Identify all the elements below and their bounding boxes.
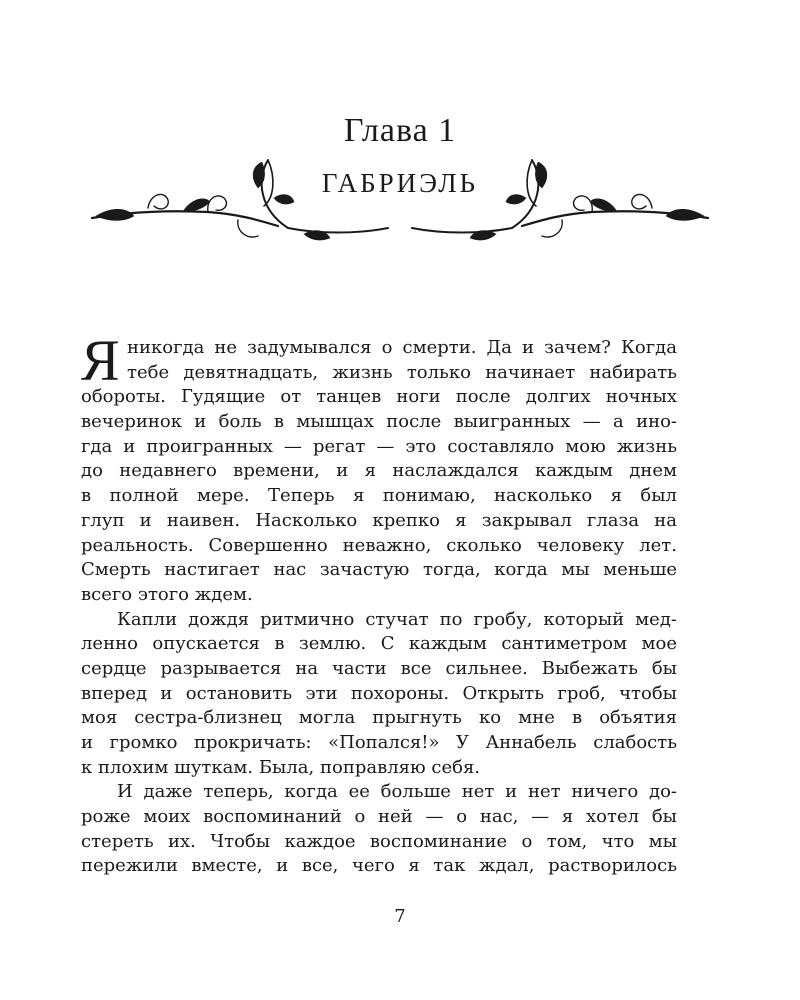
text-line: к плохим шуткам. Была, поправляю себя. bbox=[81, 756, 481, 778]
text-line: Смерть настигает нас зачастую тогда, когда мы меньше bbox=[81, 559, 677, 581]
text-line: сердце разрывается на части все сильнее. Выбежать бы bbox=[81, 657, 677, 679]
text-line: в полной мере. Теперь я понимаю, насколько я был bbox=[81, 485, 677, 507]
text-line: моя сестра-близнец могла прыгнуть ко мне в объятия bbox=[81, 707, 677, 729]
page-number: 7 bbox=[394, 906, 406, 927]
text-line: всего этого ждем. bbox=[81, 583, 253, 605]
text-line: до недавнего времени, и я наслаждался каждым днем bbox=[81, 460, 677, 482]
text-line: глуп и наивен. Насколько крепко я закрывал глаза на bbox=[81, 509, 677, 531]
text-line: тебе девятнадцать, жизнь только начинает набирать bbox=[127, 361, 677, 383]
text-line: стереть их. Чтобы каждое воспоминание о том, что мы bbox=[81, 830, 677, 852]
text-line: обороты. Гудящие от танцев ноги после долгих ночных bbox=[81, 386, 677, 408]
text-line: гда и проигранных — регат — это составляло мою жизнь bbox=[81, 435, 677, 457]
chapter-subtitle: ГАБРИЭЛЬ bbox=[321, 168, 479, 198]
text-line: вперед и остановить эти похороны. Открыть гроб, чтобы bbox=[81, 682, 677, 704]
drop-cap: Я bbox=[81, 328, 120, 393]
text-line: И даже теперь, когда ее больше нет и нет ничего до- bbox=[117, 781, 677, 803]
text-line: реальность. Совершенно неважно, сколько человеку лет. bbox=[81, 534, 677, 556]
text-line: вечеринок и боль в мышцах после выигранных — а ино- bbox=[81, 411, 677, 433]
text-line: Капли дождя ритмично стучат по гробу, который мед- bbox=[117, 608, 677, 630]
text-line: роже моих воспоминаний о ней — о нас, — я хотел бы bbox=[81, 806, 677, 828]
floral-vine-ornament-icon bbox=[88, 150, 712, 250]
chapter-title: Глава 1 bbox=[343, 112, 457, 149]
text-line: пережили вместе, и все, чего я так ждал, растворилось bbox=[81, 855, 677, 877]
body-text bbox=[81, 328, 677, 879]
text-line: и громко прокричать: «Попался!» У Аннабель слабость bbox=[81, 732, 677, 753]
text-line: никогда не задумывался о смерти. Да и зачем? Когда bbox=[127, 337, 677, 358]
text-line: ленно опускается в землю. С каждым сантиметром мое bbox=[81, 633, 677, 655]
